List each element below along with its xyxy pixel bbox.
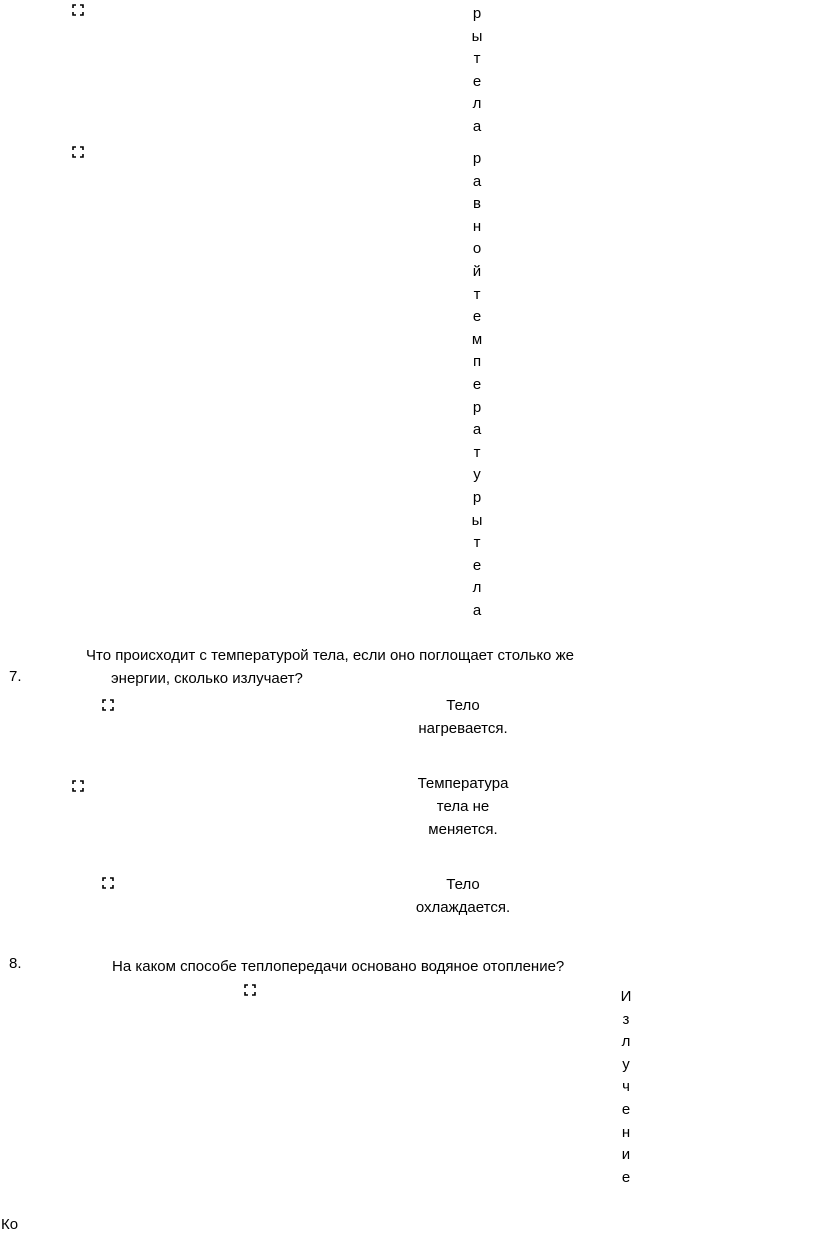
text-fragment: Ко [1,1216,19,1233]
letter: ы [471,511,483,529]
letter: м [471,330,483,348]
letter: ч [622,1078,630,1096]
question-text: Что происходит с температурой тела, если оно поглощает столько же [86,647,574,664]
letter: е [621,1168,631,1186]
option-text-vertical [616,986,636,1189]
letter: л [621,1033,631,1051]
checkbox-icon[interactable] [72,4,84,16]
question-number: 8. [9,955,22,972]
letter: о [472,240,482,258]
letter: н [472,217,482,235]
checkbox-icon[interactable] [244,984,256,996]
letter: ы [471,27,483,45]
answer-option[interactable]: Тело охлаждается. [415,876,511,916]
letter: а [472,421,482,439]
letter: п [472,353,482,371]
option-text-vertical [467,3,487,139]
letter: т [473,534,481,552]
letter: н [621,1123,631,1141]
letter: е [472,72,482,90]
letter: и [621,1146,631,1164]
letter: е [621,1100,631,1118]
answer-option[interactable]: Тело нагревается. [418,697,508,737]
letter: й [472,262,482,280]
option-text-vertical [467,148,487,622]
letter: р [472,398,482,416]
letter: т [473,50,481,68]
letter: е [472,375,482,393]
letter: а [472,601,482,619]
letter: И [620,988,632,1005]
question-text: На каком способе теплопередачи основано водяное отопление? [112,958,565,975]
letter: е [472,556,482,574]
letter: е [472,308,482,326]
letter: т [473,285,481,303]
checkbox-icon[interactable] [102,877,114,889]
checkbox-icon[interactable] [72,780,84,792]
letter: у [473,466,481,484]
answer-option[interactable]: Температура тела не меняется. [417,775,509,838]
question-number: 7. [9,668,22,685]
letter: л [472,579,482,597]
letter: р [472,5,482,22]
letter: р [472,150,482,167]
checkbox-icon[interactable] [102,699,114,711]
letter: в [473,195,481,213]
letter: т [473,443,481,461]
checkbox-icon[interactable] [72,146,84,158]
letter: р [472,488,482,506]
letter: у [622,1055,630,1073]
question-text: энергии, сколько излучает? [111,670,303,687]
letter: з [622,1010,630,1028]
letter: а [472,117,482,135]
letter: а [472,172,482,190]
letter: л [472,95,482,113]
